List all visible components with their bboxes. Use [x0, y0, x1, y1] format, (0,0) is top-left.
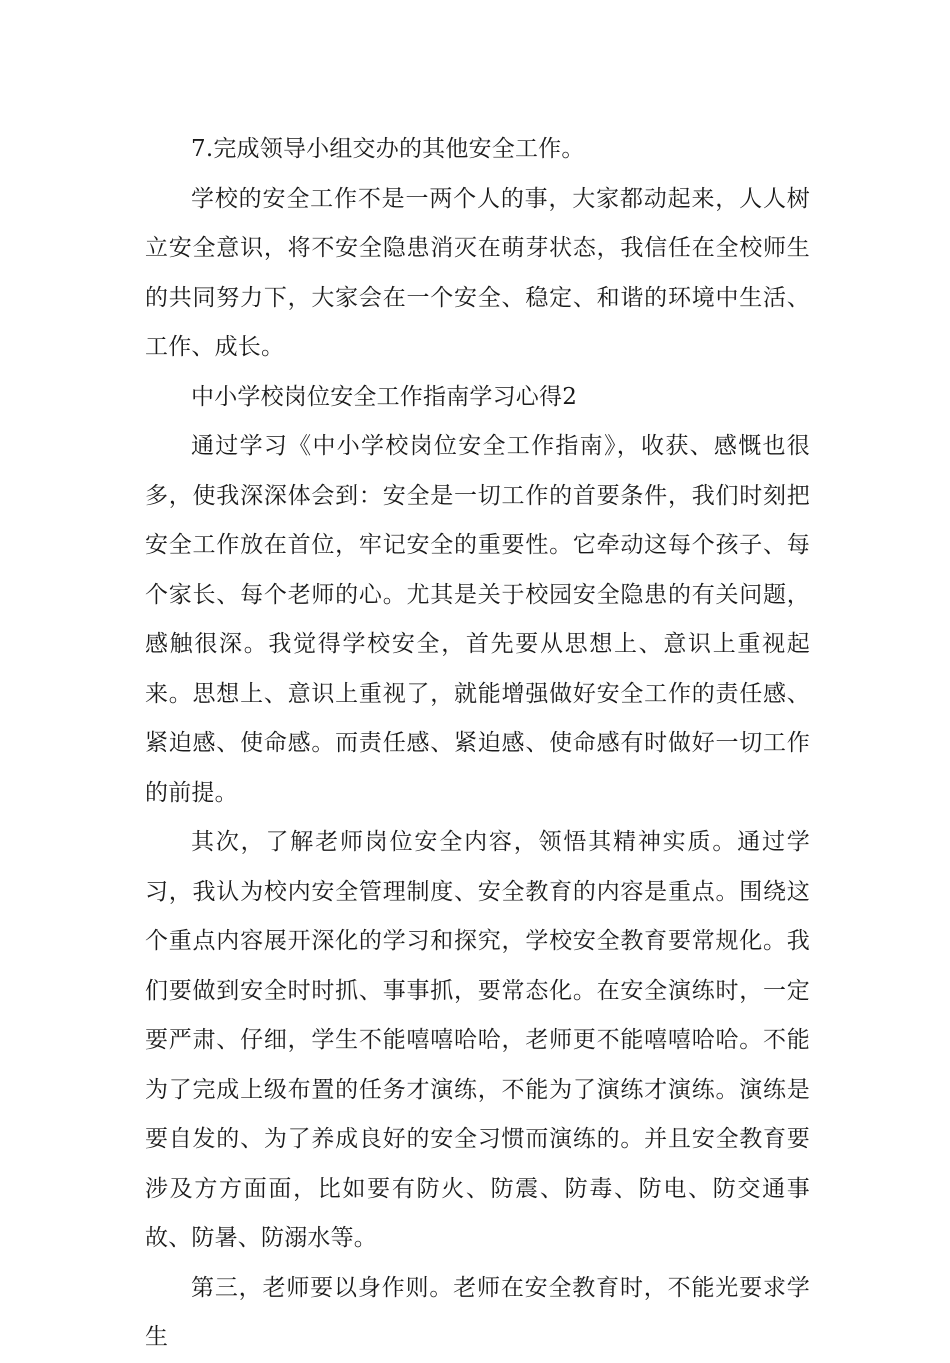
- section-heading: 中小学校岗位安全工作指南学习心得2: [191, 383, 578, 410]
- paragraph-school-safety: 学校的安全工作不是一两个人的事，大家都动起来，人人树立安全意识，将不安全隐患消灭在萌芽状态，我信任在全校师生的共同努力下，大家会在一个安全、稳定、和谐的环境中生活、工作、成长。: [145, 185, 810, 360]
- paragraph-task-item: 7.完成领导小组交办的其他安全工作。: [191, 136, 585, 162]
- document-body: [145, 125, 810, 1363]
- paragraph-study-reflection: 通过学习《中小学校岗位安全工作指南》，收获、感慨也很多，使我深深体会到：安全是一切工作的首要条件，我们时刻把安全工作放在首位，牢记安全的重要性。它牵动这每个孩子、每个家长、每个老师的心。尤其是关于校园安全隐患的有关问题，感触很深。我觉得学校安全，首先要从思想上、意识上重视起来。思想上、意识上重视了，就能增强做好安全工作的责任感、紧迫感、使命感。而责任感、紧迫感、使命感有时做好一切工作的前提。: [145, 433, 810, 806]
- paragraph-second-point: 其次，了解老师岗位安全内容，领悟其精神实质。通过学习，我认为校内安全管理制度、安全教育的内容是重点。围绕这个重点内容展开深化的学习和探究，学校安全教育要常规化。我们要做到安全时时抓、事事抓，要常态化。在安全演练时，一定要严肃、仔细，学生不能嘻嘻哈哈，老师更不能嘻嘻哈哈。不能为了完成上级布置的任务才演练，不能为了演练才演练。演练是要自发的、为了养成良好的安全习惯而演练的。并且安全教育要涉及方方面面，比如要有防火、防震、防毒、防电、防交通事故、防暑、防溺水等。: [145, 829, 810, 1251]
- paragraph-third-point: 第三，老师要以身作则。老师在安全教育时，不能光要求学生: [145, 1274, 810, 1350]
